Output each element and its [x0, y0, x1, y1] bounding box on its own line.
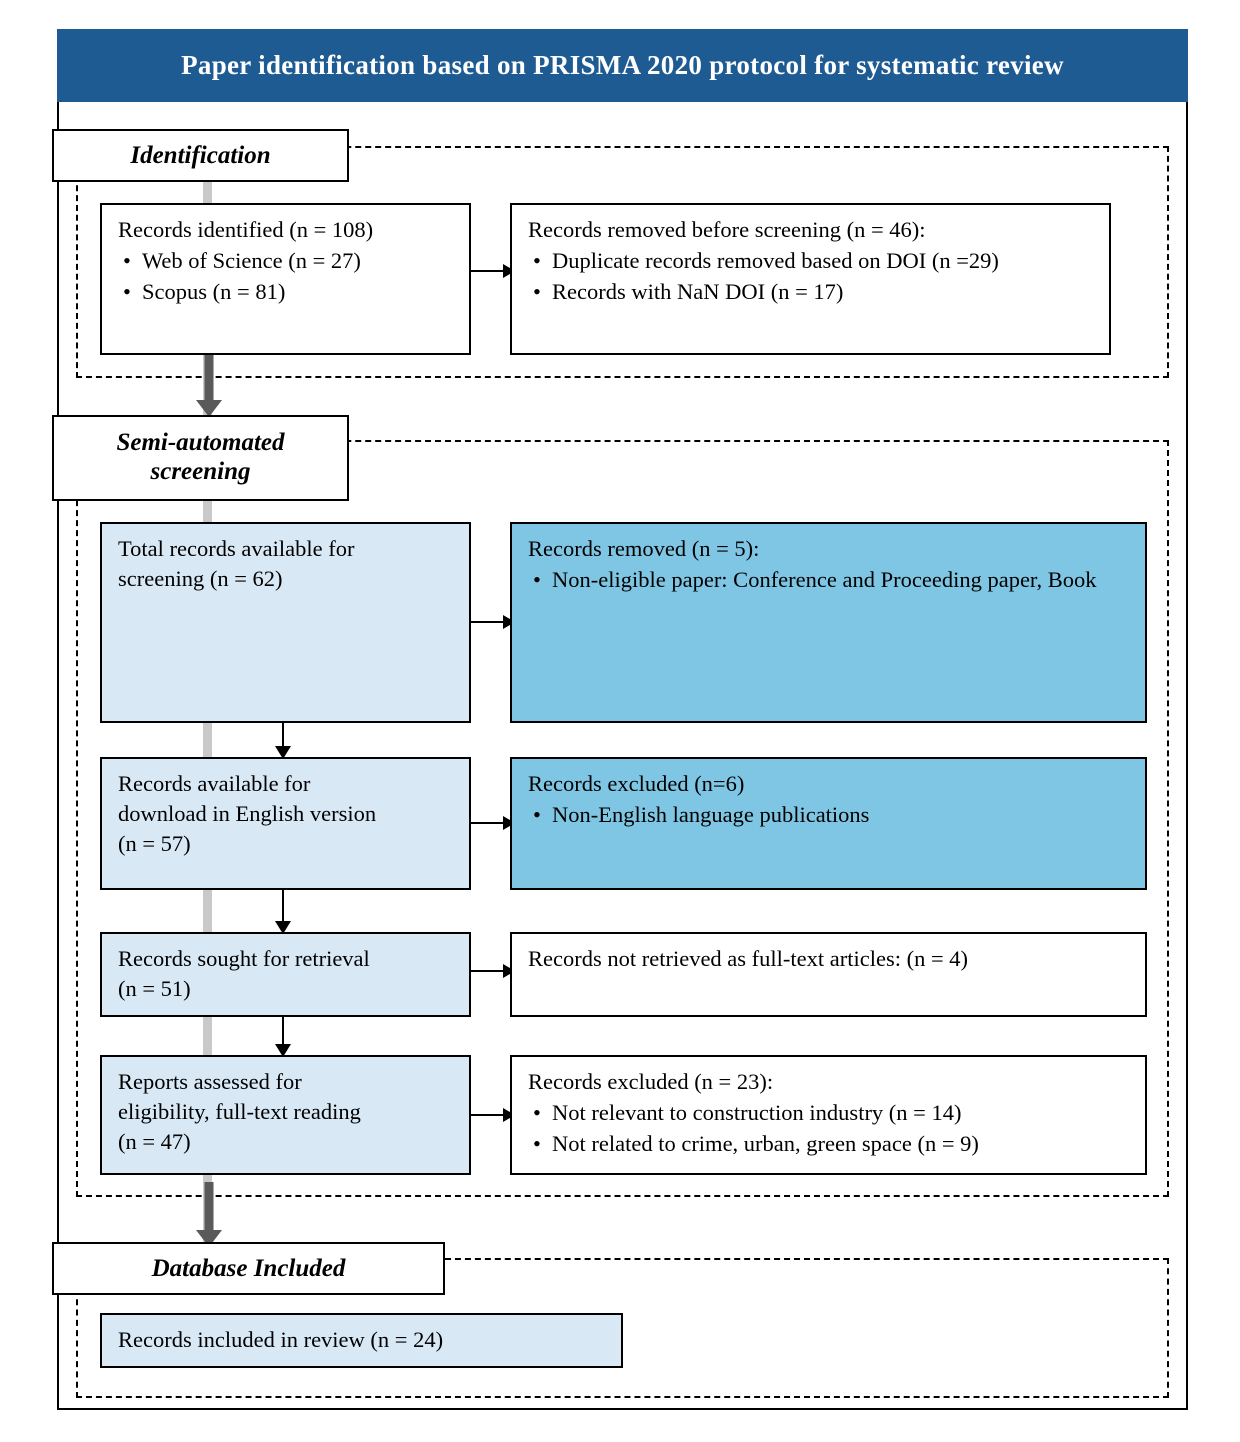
box-records-included — [100, 1313, 623, 1368]
arrow-assessed-to-excluded23 — [471, 1107, 515, 1123]
box-records-sought-line2: (n = 51) — [118, 975, 191, 1001]
box-total-records-line1: Total records available for — [118, 536, 355, 561]
box-reports-assessed — [100, 1055, 471, 1175]
box-records-excluded-23-list — [528, 1098, 1131, 1159]
box-records-removed-before-screening-heading: Records removed before screening (n = 46): — [528, 217, 926, 242]
box-records-excluded-23-heading: Records excluded (n = 23): — [528, 1069, 774, 1094]
box-records-identified — [100, 203, 471, 355]
box-records-removed-before-screening — [510, 203, 1111, 355]
page-title: Paper identification based on PRISMA 2020 protocol for systematic review — [181, 50, 1064, 80]
list-item: • Records with NaN DOI (n = 17) — [552, 277, 1095, 307]
arrow-english-to-excluded6 — [471, 815, 515, 831]
arrow-identified-to-removed — [471, 263, 515, 279]
arrow-identification-to-screening — [196, 355, 222, 417]
arrow-total-to-english — [271, 723, 295, 759]
stage-label-screening-line1: Semi-automated — [116, 429, 285, 457]
box-records-included-heading: Records included in review (n = 24) — [118, 1327, 444, 1352]
stage-label-identification-text: Identification — [130, 141, 271, 169]
list-item: • Scopus (n = 81) — [142, 277, 455, 307]
box-records-excluded-6-heading: Records excluded (n=6) — [528, 771, 745, 796]
box-records-excluded-23 — [510, 1055, 1147, 1175]
stage-label-included-text: Database Included — [151, 1254, 346, 1282]
arrow-english-to-sought — [271, 890, 295, 934]
arrow-sought-to-notretrieved — [471, 963, 515, 979]
box-records-sought-retrieval — [100, 932, 471, 1017]
arrow-total-to-removed5 — [471, 614, 515, 630]
list-item: • Duplicate records removed based on DOI (n =29) — [552, 246, 1095, 276]
box-records-not-retrieved-heading: Records not retrieved as full-text articles: (n = 4) — [528, 946, 969, 971]
box-reports-assessed-line1: Reports assessed for — [118, 1069, 302, 1094]
box-reports-assessed-line2: eligibility, full-text reading — [118, 1098, 361, 1124]
box-reports-assessed-line3: (n = 47) — [118, 1128, 191, 1154]
box-records-removed-5 — [510, 522, 1147, 723]
stage-label-identification — [52, 129, 349, 182]
box-records-removed-5-heading: Records removed (n = 5): — [528, 536, 760, 561]
list-item: • Non-English language publications — [552, 800, 1131, 830]
box-records-excluded-6 — [510, 757, 1147, 890]
list-item: • Not related to crime, urban, green space (n = 9) — [552, 1129, 1131, 1159]
box-records-english-version — [100, 757, 471, 890]
list-item: • Not relevant to construction industry (n = 14) — [552, 1098, 1131, 1128]
arrow-screening-to-included — [196, 1182, 222, 1247]
box-records-removed-before-screening-list — [528, 246, 1095, 307]
stage-label-screening-line2: screening — [150, 458, 251, 485]
box-records-identified-list — [118, 246, 455, 307]
box-records-excluded-6-list — [528, 800, 1131, 830]
box-records-removed-5-list — [528, 565, 1131, 595]
arrow-sought-to-assessed — [271, 1017, 295, 1057]
list-item: • Non-eligible paper: Conference and Proceeding paper, Book — [552, 565, 1131, 595]
box-records-not-retrieved — [510, 932, 1147, 1017]
box-records-english-line1: Records available for — [118, 771, 311, 796]
diagram-title-bar — [57, 29, 1188, 102]
box-total-records-available — [100, 522, 471, 723]
box-records-sought-line1: Records sought for retrieval — [118, 946, 370, 971]
list-item: • Web of Science (n = 27) — [142, 246, 455, 276]
box-total-records-line2: screening (n = 62) — [118, 565, 283, 591]
stage-label-included — [52, 1242, 445, 1295]
box-records-identified-heading: Records identified (n = 108) — [118, 217, 374, 242]
box-records-english-line2: download in English version — [118, 800, 377, 826]
box-records-english-line3: (n = 57) — [118, 830, 191, 856]
stage-label-screening — [52, 415, 349, 501]
